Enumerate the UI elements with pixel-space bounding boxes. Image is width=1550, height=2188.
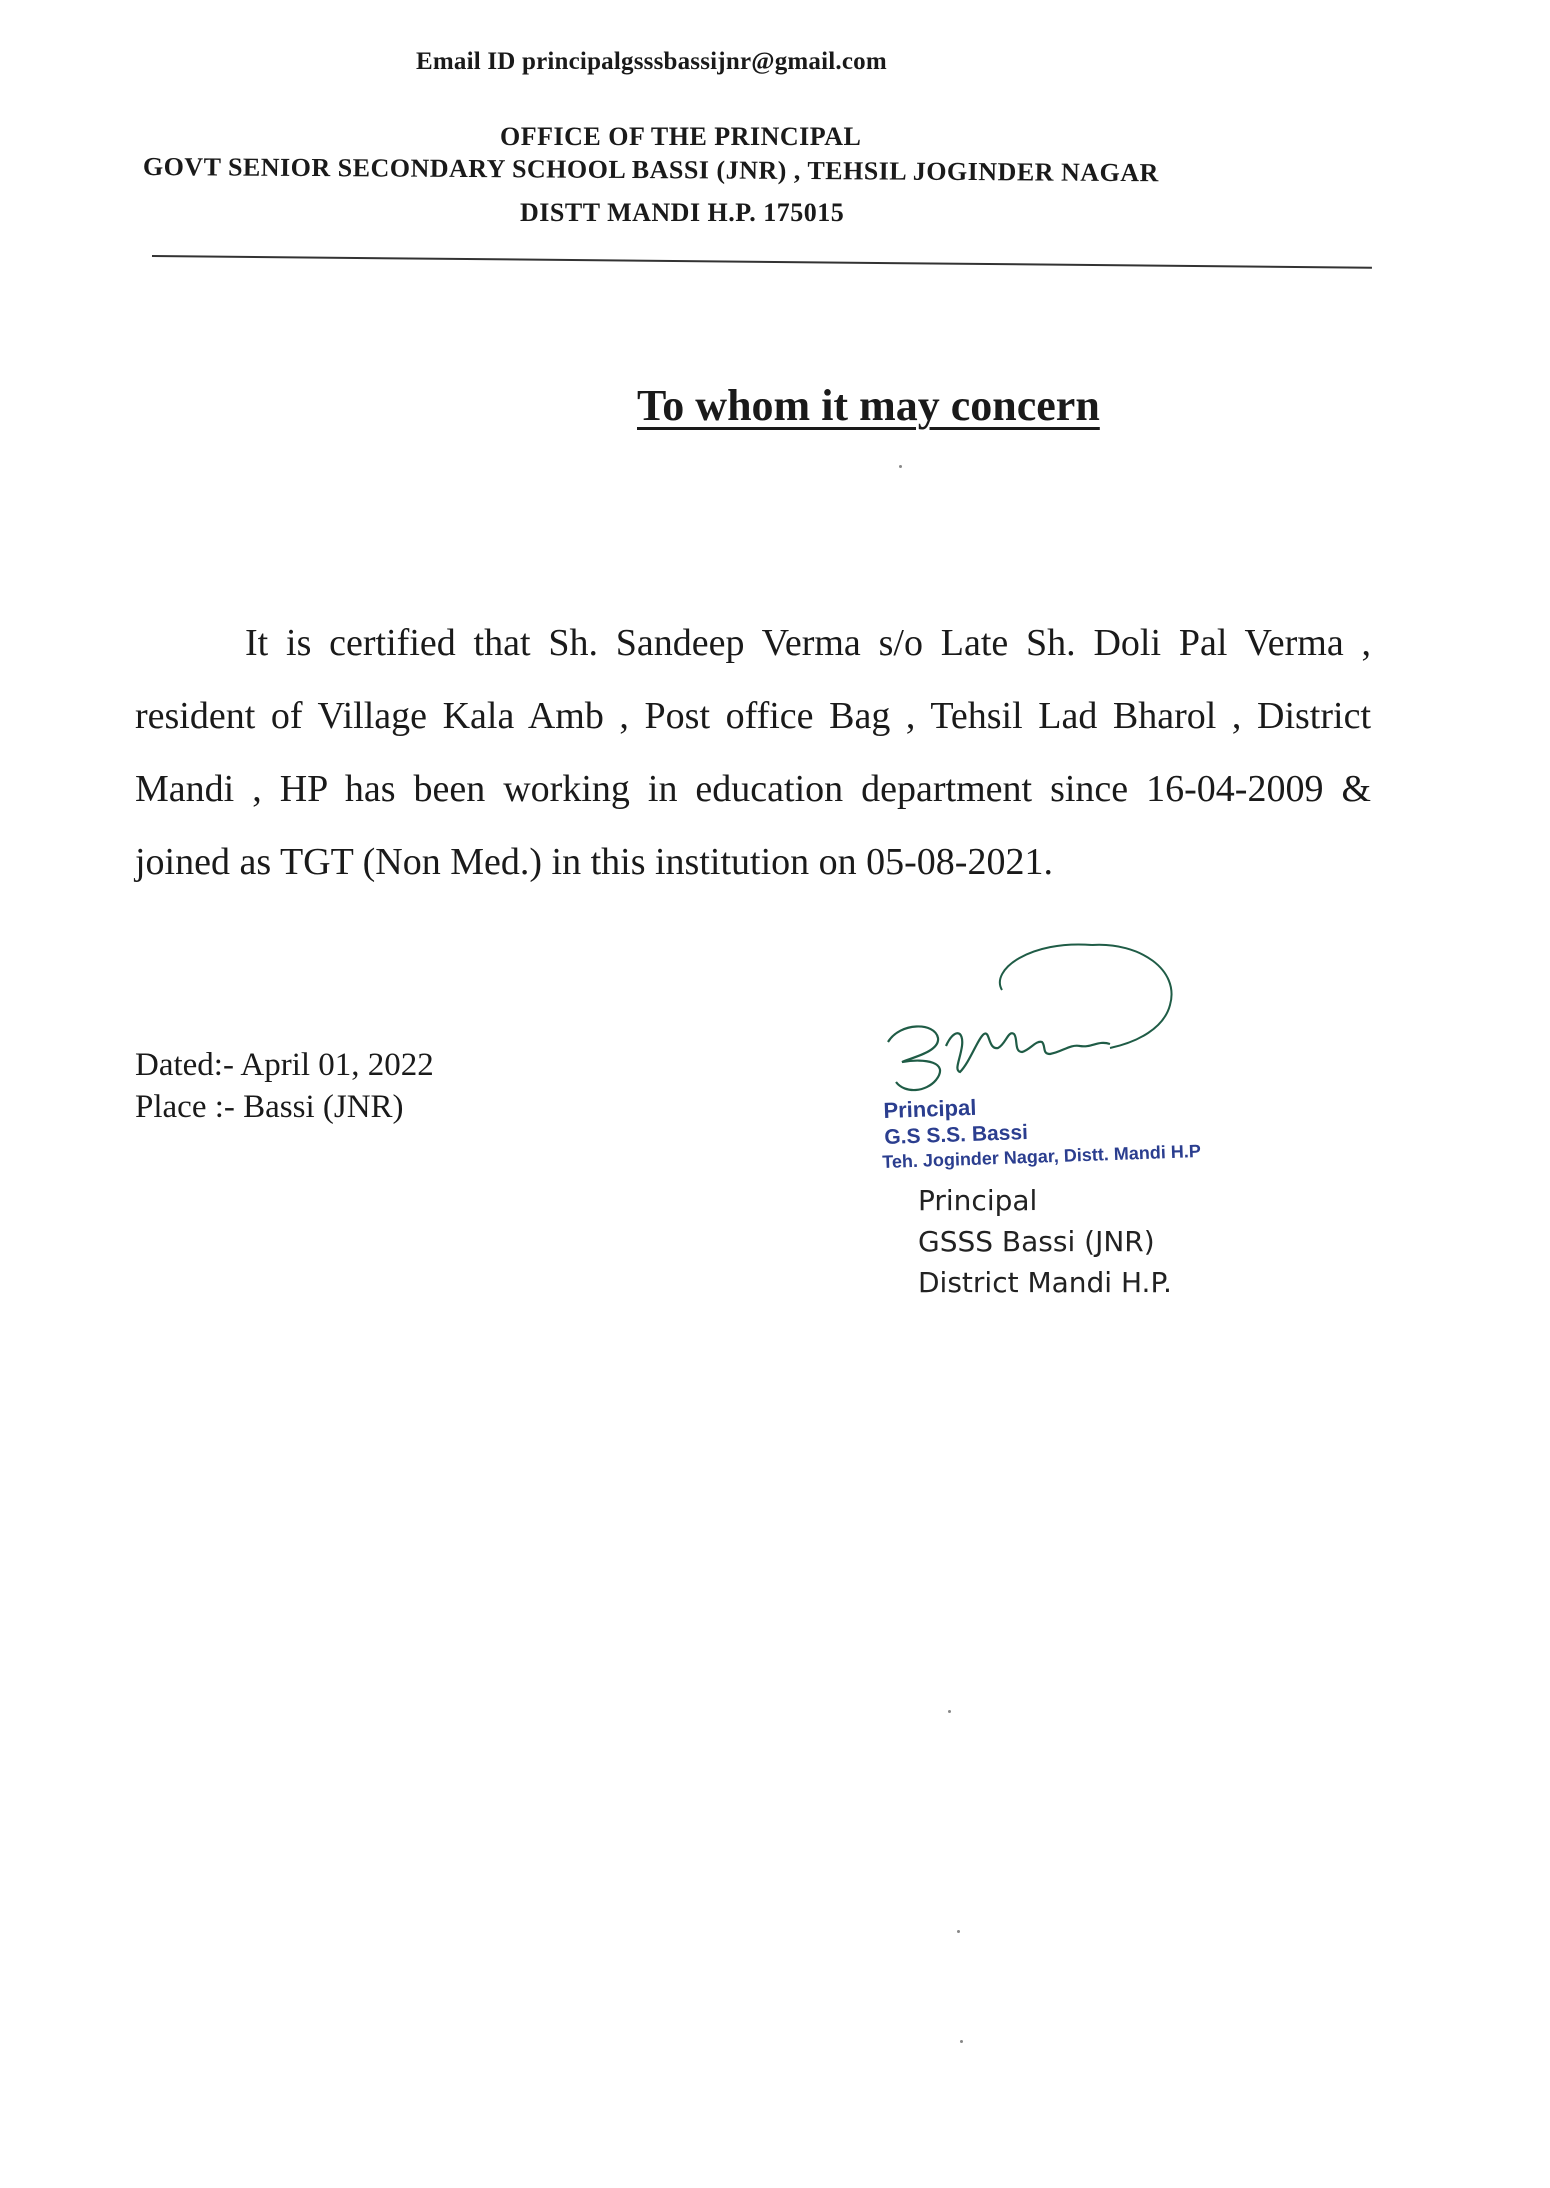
header-district: DISTT MANDI H.P. 175015 [520, 198, 845, 227]
signature-icon [880, 930, 1210, 1100]
stamp-address: Teh. Joginder Nagar, Distt. Mandi H.P [881, 1140, 1202, 1173]
signatory-block [918, 1180, 1172, 1303]
header-email: Email ID principalgsssbassijnr@gmail.com [416, 48, 887, 75]
place-line: Place :- Bassi (JNR) [135, 1089, 404, 1125]
header-divider [152, 255, 1372, 269]
scan-speck [960, 2040, 963, 2043]
scan-speck [899, 465, 902, 468]
signatory-school: GSSS Bassi (JNR) [918, 1225, 1155, 1258]
signatory-designation: Principal [918, 1184, 1038, 1217]
signatory-district: District Mandi H.P. [918, 1266, 1172, 1299]
dated-line: Dated:- April 01, 2022 [135, 1047, 434, 1083]
stamp-title: Principal [883, 1094, 977, 1123]
header-office: OFFICE OF THE PRINCIPAL [500, 122, 862, 151]
certificate-body [135, 607, 1371, 899]
scan-speck [948, 1710, 951, 1713]
stamp-school: G.S S.S. Bassi [883, 1120, 1029, 1149]
header-school: GOVT SENIOR SECONDARY SCHOOL BASSI (JNR) , TEHSIL JOGINDER NAGAR [142, 152, 1159, 188]
official-stamp [883, 1087, 1201, 1173]
certificate-text: It is certified that Sh. Sandeep Verma s/o Late Sh. Doli Pal Verma , resident of Village Kala Amb , Post office Bag , Tehsil Lad Bharol , District Mandi , HP has been working in education department since 16-04-2009 & joined as TGT (Non Med.) in this institution on 05-08-2021. [135, 622, 1371, 883]
document-title: To whom it may concern [637, 381, 1100, 430]
scan-speck [957, 1930, 960, 1933]
date-place-block [135, 1044, 434, 1128]
